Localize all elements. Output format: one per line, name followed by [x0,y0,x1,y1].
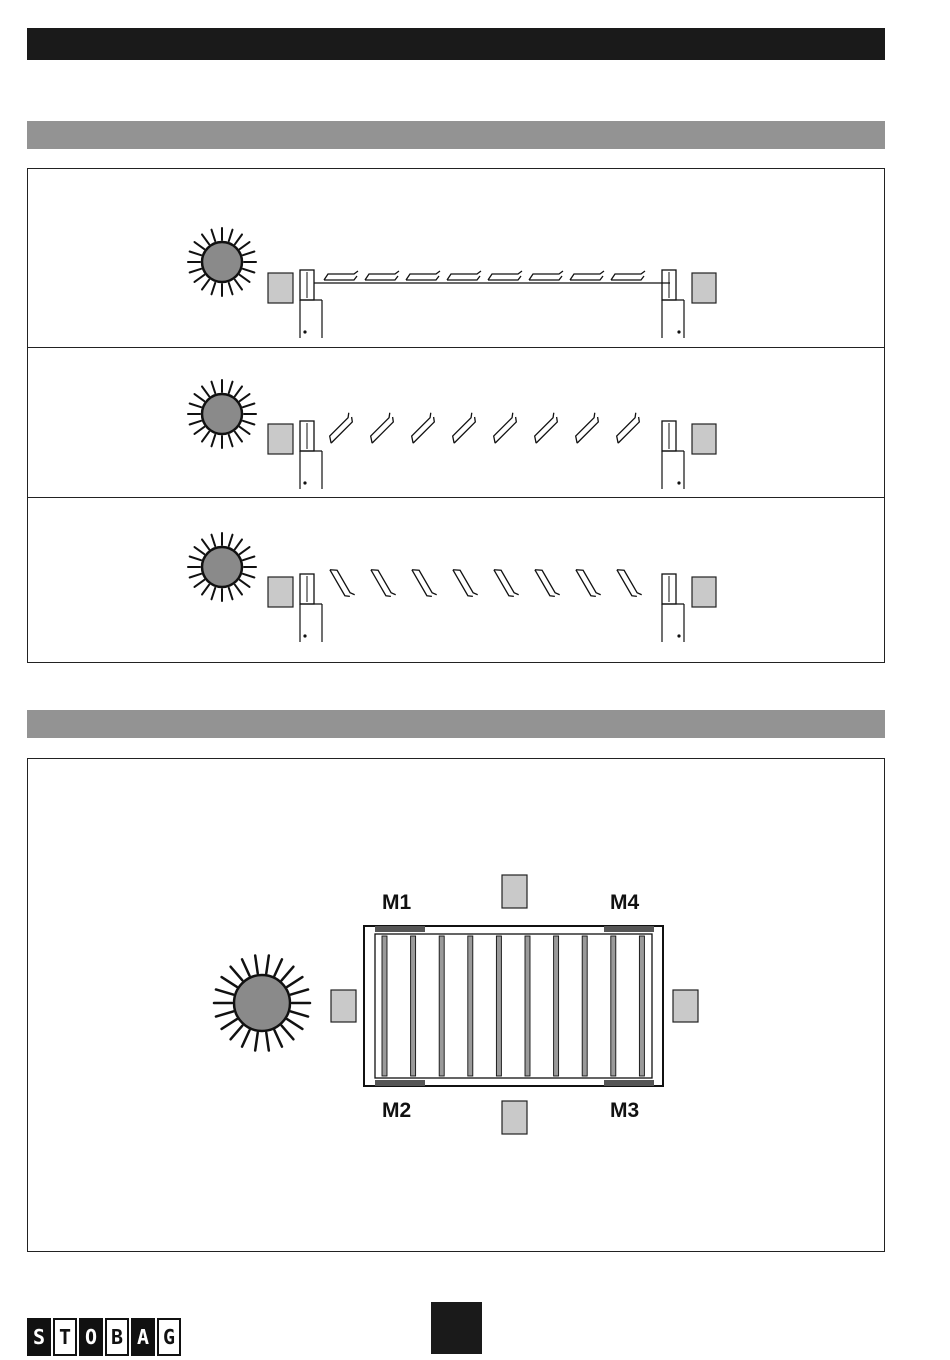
slat-profile [611,271,645,280]
sun-ray [235,386,242,396]
sun-ray [243,421,254,425]
sun-ray [231,1026,243,1040]
louvre-slat [365,271,399,280]
roof-louvre [611,936,616,1076]
sun-ray [243,269,254,273]
sun-ray [194,275,204,282]
louvre-slat [612,413,642,443]
louvre-slat [488,271,522,280]
sun-ray [242,1030,249,1046]
sun-ray [255,1033,258,1051]
louvre-slat [611,271,645,280]
louvre-slat [617,565,642,599]
sun-ray [202,234,209,244]
motor-label-m2: M2 [382,1099,412,1122]
slat-profile [371,565,396,599]
side-marker-right [692,424,716,454]
roof-louvre [496,936,501,1076]
roof-louvre [525,936,530,1076]
logo-letter: A [131,1318,155,1356]
side-marker-left [331,990,356,1022]
louvre-slat [448,413,478,443]
sun-ray [235,432,242,442]
sun-ray [222,1019,237,1029]
sun-ray [202,280,209,290]
slat-profile [576,565,601,599]
page-number-box [431,1302,482,1354]
side-marker-left [268,273,293,303]
louvre-slat [535,565,560,599]
sun-ray [240,394,250,401]
slat-profile [325,413,355,443]
sun-ray [190,421,201,425]
sun-ray [211,435,215,446]
sun-ray [222,977,237,987]
sun-ray [211,382,215,393]
louvre-row-tilted-reverse [188,533,716,642]
sun-ray [194,242,204,249]
louvre-slat [447,271,481,280]
sun-ray [235,280,242,290]
roof-louvre [468,936,473,1076]
sun-ray [235,539,242,549]
sun-icon [188,228,256,296]
logo-letter: O [79,1318,103,1356]
slat-profile [453,565,478,599]
louvre-slat [494,565,519,599]
sun-ray [190,574,201,578]
post-dot [303,481,306,484]
motor-label-m4: M4 [610,891,640,914]
slat-profile [529,271,563,280]
sun-ray [194,580,204,587]
louvre-slat [330,565,355,599]
louvre-slat [366,413,396,443]
louvre-slat [529,271,563,280]
sun-ray [266,1033,269,1051]
sun-ray [229,588,233,599]
sun-ray [240,427,250,434]
post-dot [677,330,680,333]
louvre-row-tilted-open [188,380,716,489]
sun-ray [216,989,233,994]
roof-louvre [411,936,416,1076]
slat-profile [530,413,560,443]
beam-post [300,270,322,338]
sun-ray [235,585,242,595]
sun-ray [211,588,215,599]
side-marker-right [673,990,698,1022]
beam-post [662,574,684,642]
motor-m4 [604,926,654,932]
side-marker-left [268,577,293,607]
logo-letter: B [105,1318,129,1356]
sun-icon [214,955,310,1050]
sun-ray [266,955,269,973]
sun-ray [287,1019,302,1029]
sun-ray [202,386,209,396]
louvre-slat [325,413,355,443]
sun-disc [202,394,242,434]
sun-ray [190,556,201,560]
sun-ray [211,230,215,241]
sun-icon [188,380,256,448]
sun-ray [194,547,204,554]
sun-ray [229,435,233,446]
side-marker-right [692,577,716,607]
roof-louvre [582,936,587,1076]
louvre-slat [407,413,437,443]
roof-louvre [439,936,444,1076]
sun-ray [229,230,233,241]
louvre-slat [570,271,604,280]
sun-ray [274,1030,281,1046]
sun-ray [243,403,254,407]
slat-profile [488,271,522,280]
slat-profile [406,271,440,280]
sun-ray [240,547,250,554]
sun-disc [202,242,242,282]
louvre-slat [324,271,358,280]
sun-ray [287,977,302,987]
logo-letter: G [157,1318,181,1356]
sun-ray [282,967,294,981]
sun-ray [231,967,243,981]
sun-ray [243,556,254,560]
sun-ray [240,275,250,282]
sun-ray [229,535,233,546]
slat-profile [494,565,519,599]
sun-ray [291,1011,308,1016]
motor-label-m3: M3 [610,1099,640,1122]
slat-profile [570,271,604,280]
roof-louvre [554,936,559,1076]
slat-profile [366,413,396,443]
slat-profile [324,271,358,280]
slat-profile [330,565,355,599]
sun-ray [242,959,249,975]
louvre-slat [571,413,601,443]
sun-ray [229,382,233,393]
beam-post [662,421,684,489]
beam-post [300,574,322,642]
louvre-slat [530,413,560,443]
sun-ray [202,585,209,595]
slat-profile [489,413,519,443]
post-dot [677,481,680,484]
sun-ray [190,269,201,273]
louvre-row-closed [188,228,716,338]
side-marker-left [268,424,293,454]
sun-ray [211,535,215,546]
slat-profile [535,565,560,599]
sun-ray [240,242,250,249]
sun-ray [194,427,204,434]
sun-ray [291,989,308,994]
side-marker-right [692,273,716,303]
sun-ray [194,394,204,401]
slat-profile [617,565,642,599]
sun-ray [229,283,233,294]
sun-ray [202,432,209,442]
louvre-slat [453,565,478,599]
sun-ray [211,283,215,294]
sun-ray [243,251,254,255]
sun-ray [190,403,201,407]
sun-disc [202,547,242,587]
slat-profile [571,413,601,443]
sun-ray [282,1026,294,1040]
motor-m3 [604,1080,654,1086]
sun-ray [255,955,258,973]
louvre-slat [406,271,440,280]
roof-louvre [382,936,387,1076]
sun-ray [240,580,250,587]
sun-ray [243,574,254,578]
beam-post [662,270,684,338]
slat-profile [365,271,399,280]
louvre-slat [412,565,437,599]
logo-letter: S [27,1318,51,1356]
sun-ray [190,251,201,255]
louvre-slat [489,413,519,443]
slat-profile [407,413,437,443]
sun-ray [274,959,281,975]
slat-profile [412,565,437,599]
sun-icon [188,533,256,601]
sun-ray [216,1011,233,1016]
louvre-slat [576,565,601,599]
roof-frame [364,926,663,1086]
side-marker-top [502,875,527,908]
motor-m2 [375,1080,425,1086]
slat-profile [448,413,478,443]
sun-ray [235,234,242,244]
post-dot [303,330,306,333]
motor-m1 [375,926,425,932]
slat-profile [612,413,642,443]
motor-label-m1: M1 [382,891,412,914]
stobag-logo [27,1318,181,1356]
slat-profile [447,271,481,280]
beam-post [300,421,322,489]
post-dot [677,634,680,637]
sun-disc [234,975,290,1031]
logo-letter: T [53,1318,77,1356]
sun-ray [202,539,209,549]
roof-louvre [639,936,644,1076]
louvre-slat [371,565,396,599]
side-marker-bottom [502,1101,527,1134]
post-dot [303,634,306,637]
